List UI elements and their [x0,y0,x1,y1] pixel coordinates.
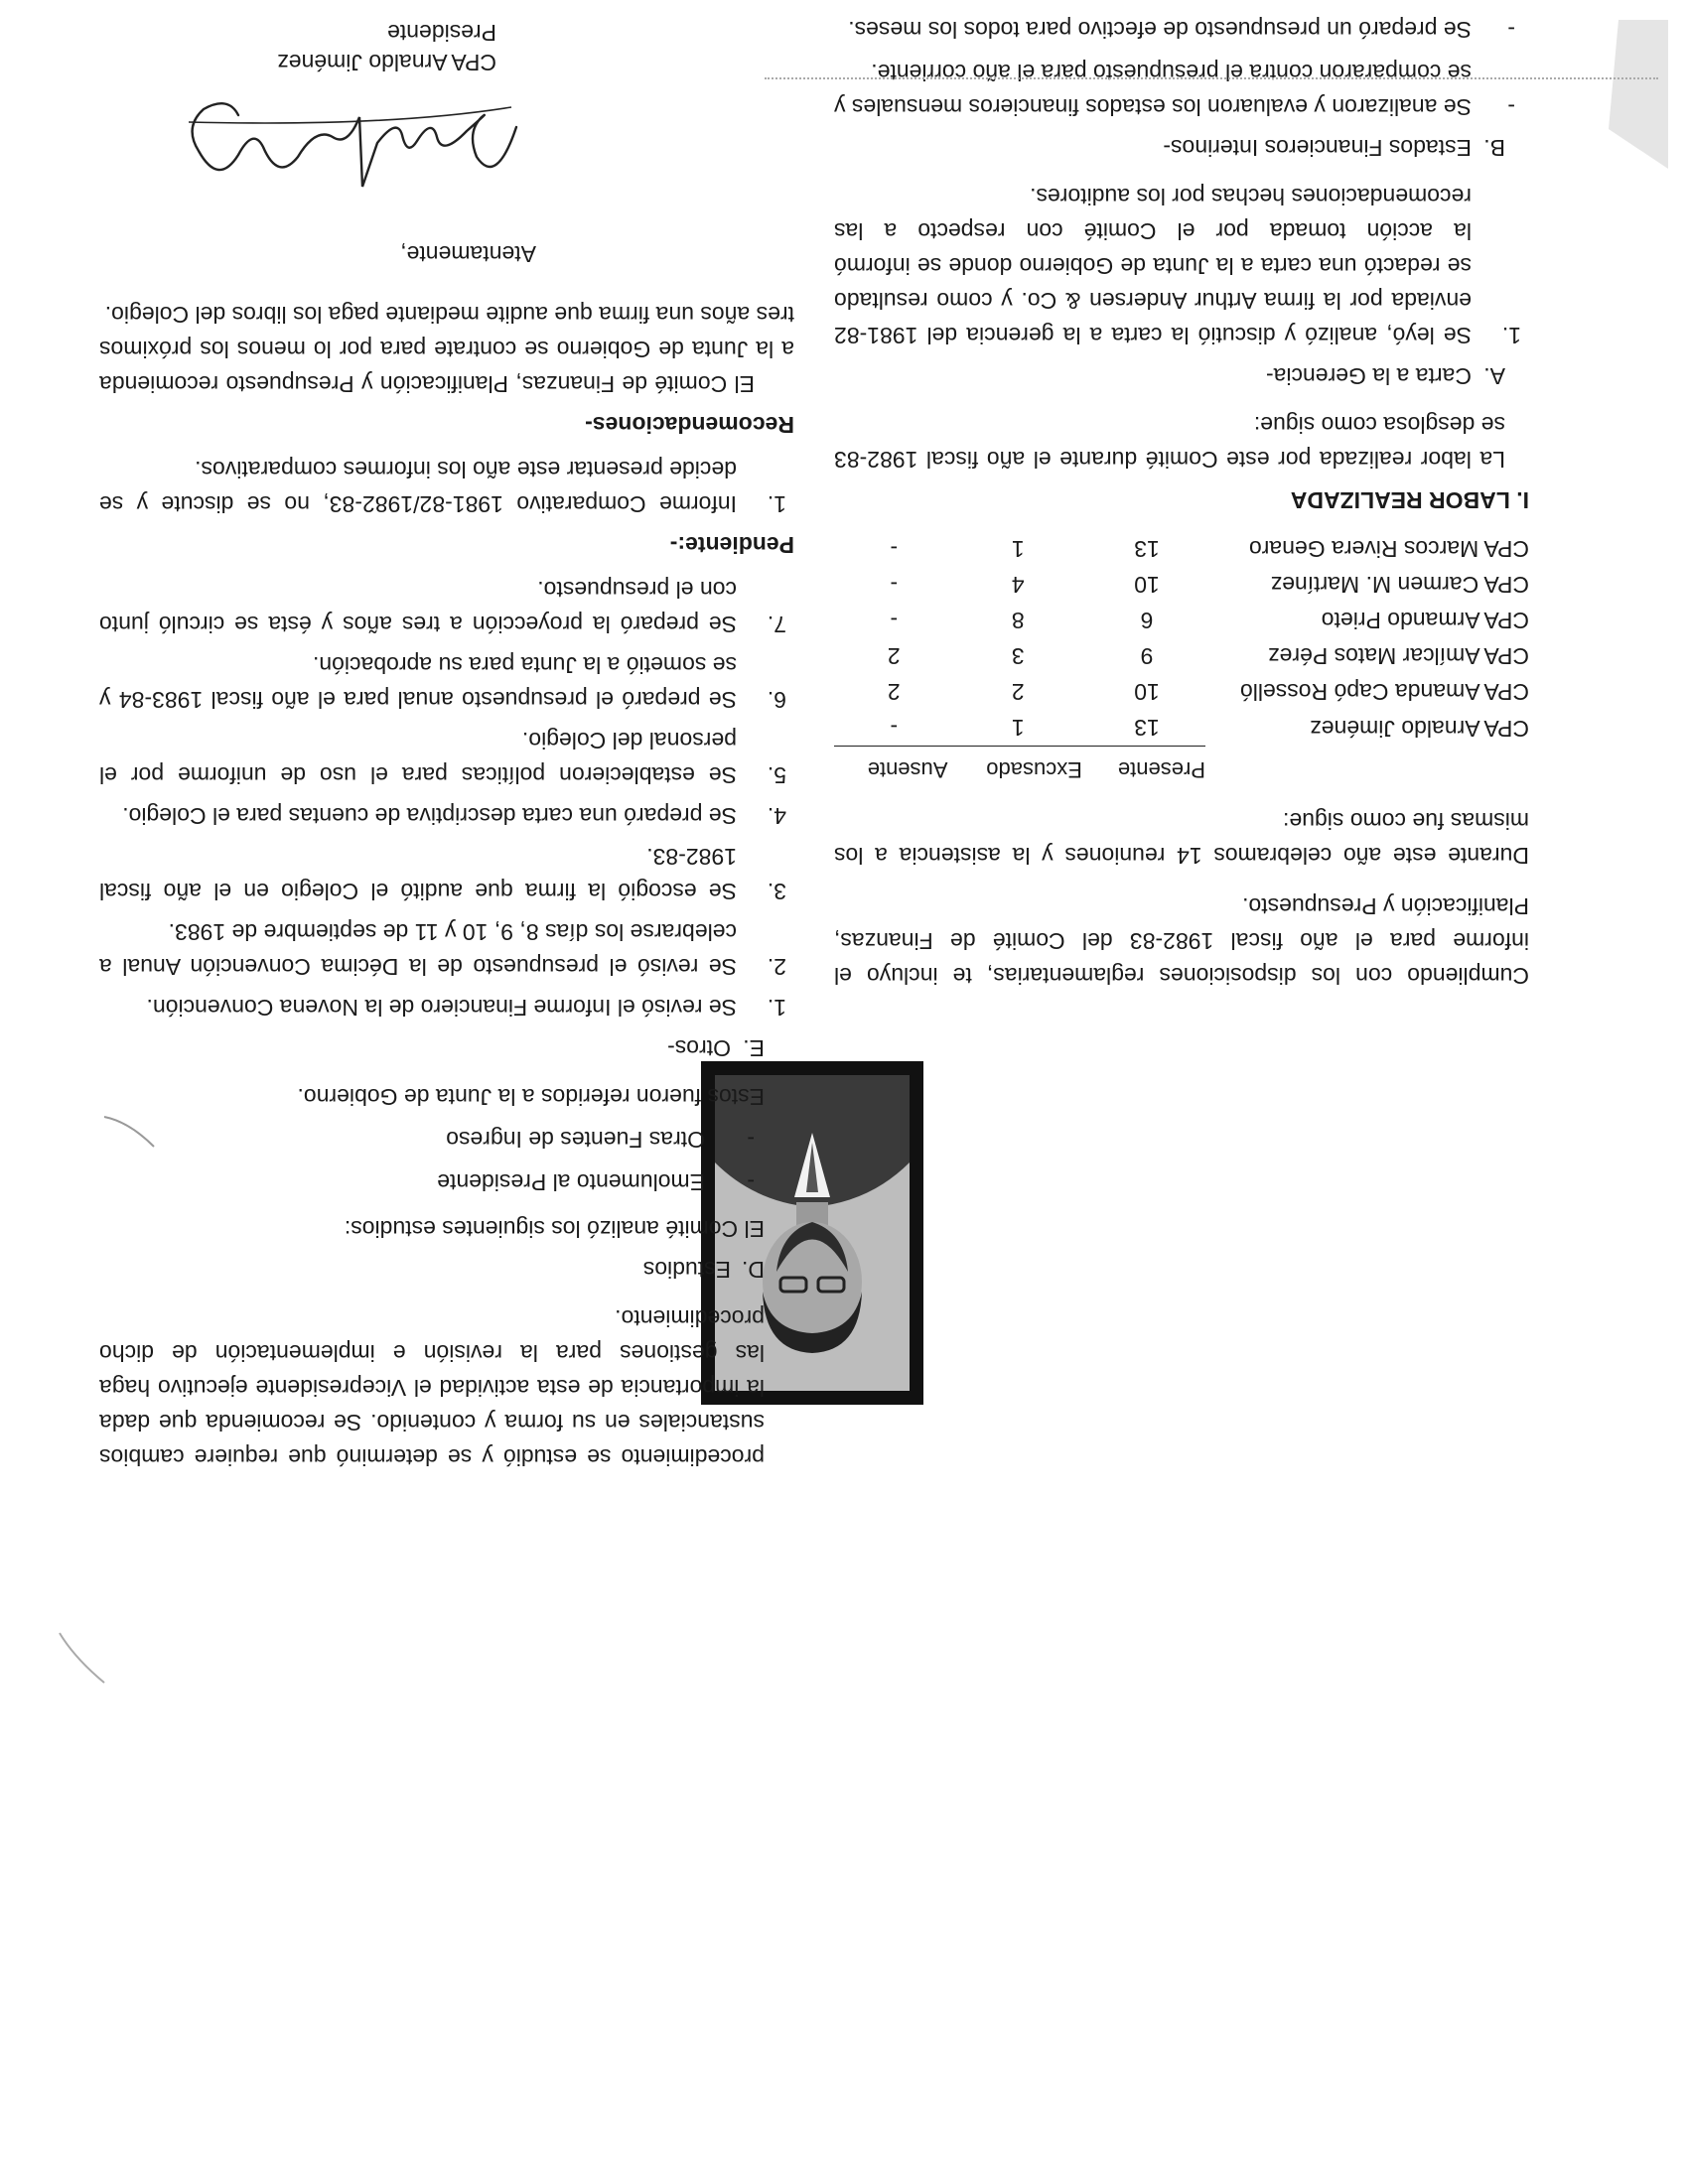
continued-paragraph: procedimiento se estudió y se determinó que requiere cambios sustanciales en su forma y contenido. Se recomienda que dada la importancia de esta actividad el Vicepresidente ejecutivo haga las gestiones para la revisión e implementación de dicho procedimiento. [99,1305,765,1470]
list-item: - Otras Fuentes de Ingreso [446,1127,755,1153]
right-column [99,18,794,1474]
list-item: - Se preparó un presupuesto de efectivo para todos los meses. [848,17,1515,43]
attendance-intro: Durante este año celebramos 14 reuniones y la asistencia a los mismas fue como sigue: [834,808,1529,869]
subsection-e-title: Otros- [667,1035,731,1061]
list-item: 3. Se escogió la firma que auditó el Colegio en el año fiscal 1982-83. [99,844,786,904]
list-item [834,0,1529,4]
list-item: 1. Informe Comparativo 1981-82/1982-83, no se discute y se decide presentar este año los informes comparativos. [99,457,786,517]
table-row: CPA Arnaldo Jiménez 13 1 - [890,715,1529,742]
list-item: 7. Se preparó la proyección a tres años y ésta se circuló junto con el presupuesto. [99,577,786,637]
subsection-b: B.Estados Financieros Interinos- [1163,135,1505,161]
intro-paragraph: Cumpliendo con los disposiciones reglamentarias, te incluyo el informe para el año fiscal 1982-83 del Comité de Finanzas, Planificación y Presupuesto. [834,893,1529,989]
left-column [834,0,1529,1469]
list-item: 4. Se preparó una carta descriptiva de cuentas para el Colegio. [122,803,786,829]
table-row: CPA Carmen M. Martínez 10 4 - [890,572,1529,599]
list-item: 2. Se revisó el presupuesto de la Décima Convención Anual a celebrarse los días 8, 9, 10 y 11 de septiembre de 1983. [99,919,786,980]
subsection-b-title: Estados Financieros Interinos- [1163,135,1472,161]
page-corner-fold [1599,20,1668,169]
header-ausente: Ausente [834,747,947,788]
list-item: - Se analizaron y evaluaron los estados financieros mensuales y se compararon contra el presupuesto para el año corriente. [834,60,1515,120]
header-presente: Presente [1082,747,1205,788]
list-item: 5. Se establecieron políticas para el uso de uniforme por el personal del Colegio. [99,728,786,788]
list-item: 1. Se leyó, analizó y discutió la carta a la gerencia del 1981-82 enviada por la firma Arthur Andersen & Co. y como resultado se redactó una carta a la Junta de Gobierno donde se informó la acción tomada por el Comité con respecto a las recomendaciones hechas por los auditores. [834,184,1521,348]
scan-smudge [99,1112,159,1152]
recomendaciones-title: Recomendaciones- [585,412,794,438]
subsection-a: A.Carta a la Gerencia- [1265,363,1505,389]
section-title-labor: I. LABOR REALIZADA [1290,487,1529,513]
subsection-d-title: Estudios [642,1257,731,1283]
table-row: CPA Amílcar Matos Pérez 9 3 2 [887,643,1529,670]
signer-name: CPA Arnaldo Jiménez [277,50,496,75]
header-excusado: Excusado [947,747,1081,788]
list-item: 6. Se preparó el presupuesto anual para el año fiscal 1983-84 y se sometió a la Junta para su aprobación. [99,652,786,713]
scan-edge-line [765,77,1658,79]
scan-smudge [50,1628,109,1688]
list-item: - Emolumento al Presidente [437,1169,755,1195]
signer-title: Presidente [387,20,496,46]
list-item: 1. Se revisó el Informe Financiero de la Novena Convención. [146,995,786,1021]
attendance-table [834,531,1529,787]
table-row: CPA Armando Prieto 6 8 - [890,608,1529,634]
subsection-d-text: El Comité analizó los siguientes estudios: [344,1216,765,1242]
recomendaciones-text: El Comité de Finanzas, Planificación y Presupuesto recomienda a la Junta de Gobierno se contrate para por lo menos los próximos tres años una firma que audite mediante paga los libros del Colegio. [99,302,794,397]
signature-image [159,77,536,226]
table-row: CPA Amanda Capó Rosselló 10 2 2 [887,679,1529,706]
table-row: CPA Marcos Rivera Genaro 13 1 - [890,536,1529,563]
labor-intro: La labor realizada por este Comité durante el año fiscal 1982-83 se desglosa como sigue: [834,412,1505,473]
closing: Atentamente, [400,241,536,267]
pendiente-title: Pendiente:- [669,532,794,558]
subsection-a-title: Carta a la Gerencia- [1265,363,1472,389]
subsection-d-after: Estos fueron referidos a la Junta de Gobierno. [297,1084,765,1110]
signature [99,77,536,226]
subsection-d: D.Estudios [642,1257,765,1283]
subsection-e: E.Otros- [667,1035,765,1061]
